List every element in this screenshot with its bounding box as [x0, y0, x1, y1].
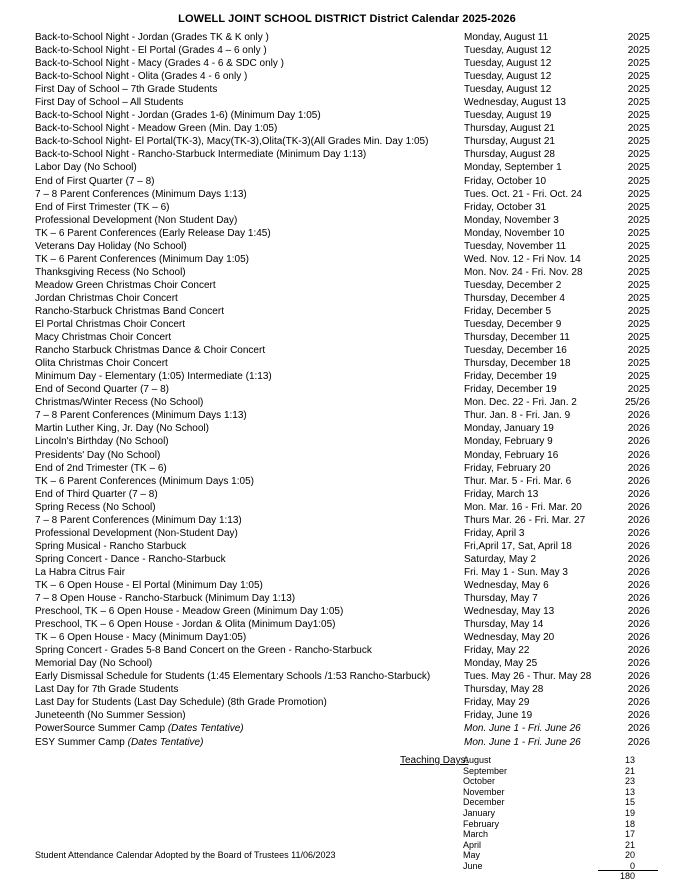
- calendar-row: [35, 422, 650, 435]
- teaching-days-row: [463, 840, 635, 851]
- event-name: Back-to-School Night - Jordan (Grades TK & K only ): [35, 32, 269, 43]
- event-date: Mon. Dec. 22 - Fri. Jan. 2: [464, 397, 577, 409]
- event-name: Christmas/Winter Recess (No School): [35, 397, 204, 409]
- calendar-row: [35, 357, 650, 370]
- event-name: 7 – 8 Parent Conferences (Minimum Days 1:13): [35, 410, 247, 422]
- event-date: Monday, November 10: [464, 227, 565, 239]
- calendar-row: [35, 188, 650, 201]
- event-year: 25/26: [624, 397, 650, 409]
- event-name: Last Day for 7th Grade Students: [35, 684, 179, 696]
- event-date: Tuesday, December 2: [464, 279, 562, 291]
- event-name: El Portal Christmas Choir Concert: [35, 319, 186, 331]
- event-name: Back-to-School Night - Rancho-Starbuck Intermediate (Minimum Day 1:13): [35, 149, 367, 161]
- calendar-row: [35, 96, 650, 109]
- event-date: Tuesday, August 19: [464, 110, 552, 122]
- calendar-row: [35, 501, 650, 514]
- calendar-row: [35, 109, 650, 122]
- event-year: 2025: [627, 84, 650, 96]
- event-year: 2026: [627, 462, 650, 474]
- event-date: Friday, October 10: [464, 175, 547, 187]
- month-days: 17: [624, 829, 635, 840]
- event-date: Mon. June 1 - Fri. June 26: [464, 736, 581, 748]
- month-name: March: [463, 829, 489, 840]
- event-year: 2025: [627, 279, 650, 291]
- teaching-days-row: [463, 755, 635, 766]
- calendar-row: [35, 266, 650, 279]
- calendar-row: [35, 514, 650, 527]
- event-year: 2026: [627, 540, 650, 552]
- month-name: April: [463, 839, 482, 850]
- teaching-days-total: 180: [619, 871, 635, 881]
- event-name: End of Third Quarter (7 – 8): [35, 488, 158, 500]
- calendar-row: [35, 122, 650, 135]
- event-date: Mon. Mar. 16 - Fri. Mar. 20: [464, 501, 582, 513]
- event-year: 2025: [627, 240, 650, 252]
- teaching-days-row: [463, 819, 635, 830]
- month-days: 18: [624, 818, 635, 829]
- event-name: Back-to-School Night - El Portal (Grades 4 – 6 only ): [35, 45, 267, 57]
- event-date: Tuesday, December 9: [464, 319, 562, 331]
- event-name: Professional Development (Non-Student Day): [35, 527, 238, 539]
- teaching-days-label: Teaching Days:: [400, 755, 469, 766]
- calendar-row: [35, 57, 650, 70]
- event-year: 2026: [627, 501, 650, 513]
- event-year: 2026: [627, 514, 650, 526]
- event-name: Jordan Christmas Choir Concert: [35, 292, 178, 304]
- adoption-note: Student Attendance Calendar Adopted by the Board of Trustees 11/06/2023: [35, 850, 336, 860]
- event-name: End of 2nd Trimester (TK – 6): [35, 462, 167, 474]
- teaching-days-table: [463, 755, 635, 872]
- event-date: Tuesday, August 12: [464, 58, 552, 70]
- event-year: 2026: [627, 449, 650, 461]
- event-name: Spring Musical - Rancho Starbuck: [35, 540, 187, 552]
- event-year: 2026: [627, 658, 650, 670]
- month-days: 0: [629, 860, 635, 871]
- event-year: 2025: [627, 332, 650, 344]
- event-name: Spring Recess (No School): [35, 501, 156, 513]
- calendar-row: [35, 566, 650, 579]
- event-name: Preschool, TK – 6 Open House - Jordan & Olita (Minimum Day1:05): [35, 619, 336, 631]
- event-name: Back-to-School Night - Jordan (Grades 1-6) (Minimum Day 1:05): [35, 110, 321, 122]
- event-year: 2025: [627, 358, 650, 370]
- event-name: Rancho-Starbuck Christmas Band Concert: [35, 305, 224, 317]
- event-name: First Day of School – All Students: [35, 97, 184, 109]
- month-days: 20: [624, 850, 635, 861]
- event-name: Lincoln's Birthday (No School): [35, 436, 169, 448]
- teaching-days-row: [463, 808, 635, 819]
- event-name: ESY Summer Camp (Dates Tentative): [35, 736, 204, 748]
- event-date: Monday, August 11: [464, 32, 549, 43]
- event-name: TK – 6 Parent Conferences (Minimum Days 1:05): [35, 475, 254, 487]
- event-date: Friday, December 5: [464, 305, 552, 317]
- calendar-row: [35, 201, 650, 214]
- calendar-row: [35, 292, 650, 305]
- event-date: Thursday, May 7: [464, 593, 538, 605]
- teaching-days-row: [463, 797, 635, 808]
- event-name: End of First Trimester (TK – 6): [35, 201, 170, 213]
- calendar-row: [35, 736, 650, 749]
- event-name: 7 – 8 Parent Conferences (Minimum Days 1:13): [35, 188, 247, 200]
- event-year: 2026: [627, 632, 650, 644]
- event-date: Thur. Jan. 8 - Fri. Jan. 9: [464, 410, 571, 422]
- event-year: 2026: [627, 710, 650, 722]
- event-year: 2026: [627, 671, 650, 683]
- calendar-row: [35, 135, 650, 148]
- calendar-row: [35, 449, 650, 462]
- event-name: TK – 6 Open House - El Portal (Minimum Day 1:05): [35, 579, 263, 591]
- calendar-row: [35, 435, 650, 448]
- calendar-row: [35, 305, 650, 318]
- month-name: May: [463, 850, 481, 861]
- month-days: 13: [624, 755, 635, 765]
- calendar-row: [35, 462, 650, 475]
- event-date: Friday, June 19: [464, 710, 533, 722]
- calendar-row: [35, 214, 650, 227]
- event-year: 2025: [627, 305, 650, 317]
- event-date: Thursday, August 21: [464, 123, 555, 135]
- month-days: 21: [624, 765, 635, 776]
- event-name: Early Dismissal Schedule for Students (1:45 Elementary Schools /1:53 Rancho-Starbuck): [35, 671, 431, 683]
- event-year: 2026: [627, 410, 650, 422]
- month-name: February: [463, 818, 500, 829]
- calendar-row: [35, 553, 650, 566]
- event-note: (Dates Tentative): [167, 723, 244, 735]
- calendar-row: [35, 344, 650, 357]
- event-date: Wednesday, May 6: [464, 579, 549, 591]
- teaching-days-row: [463, 787, 635, 798]
- event-year: 2025: [627, 45, 650, 57]
- event-year: 2026: [627, 553, 650, 565]
- calendar-row: [35, 227, 650, 240]
- event-year: 2025: [627, 58, 650, 70]
- event-date: Monday, February 16: [464, 449, 559, 461]
- event-name: TK – 6 Parent Conferences (Minimum Day 1:05): [35, 253, 249, 265]
- event-year: 2025: [627, 123, 650, 135]
- calendar-row: [35, 383, 650, 396]
- event-date: Thur. Mar. 5 - Fri. Mar. 6: [464, 475, 572, 487]
- event-year: 2026: [627, 645, 650, 657]
- event-date: Tuesday, August 12: [464, 71, 552, 83]
- calendar-row: [35, 279, 650, 292]
- teaching-days-row: [463, 829, 635, 840]
- calendar-row: [35, 579, 650, 592]
- teaching-days-row: [463, 766, 635, 777]
- event-year: 2025: [627, 71, 650, 83]
- event-date: Thursday, May 14: [464, 619, 544, 631]
- calendar-row: [35, 657, 650, 670]
- month-days: 21: [624, 839, 635, 850]
- event-date: Fri. May 1 - Sun. May 3: [464, 566, 568, 578]
- event-year: 2025: [627, 319, 650, 331]
- event-year: 2026: [627, 566, 650, 578]
- event-year: 2026: [627, 475, 650, 487]
- calendar-row: [35, 592, 650, 605]
- event-date: Thursday, August 21: [464, 136, 555, 148]
- teaching-days-row: [463, 776, 635, 787]
- event-name: 7 – 8 Open House - Rancho-Starbuck (Minimum Day 1:13): [35, 593, 296, 605]
- event-year: 2026: [627, 684, 650, 696]
- month-name: January: [463, 807, 496, 818]
- calendar-row: [35, 670, 650, 683]
- month-name: December: [463, 797, 505, 808]
- event-year: 2025: [627, 384, 650, 396]
- event-date: Mon. Nov. 24 - Fri. Nov. 28: [464, 266, 583, 278]
- calendar-row: [35, 318, 650, 331]
- event-date: Friday, December 19: [464, 371, 557, 383]
- event-date: Fri,April 17, Sat, April 18: [464, 540, 572, 552]
- event-date: Tuesday, December 16: [464, 345, 567, 357]
- event-year: 2025: [627, 149, 650, 161]
- teaching-days-row: [463, 850, 635, 861]
- event-year: 2026: [627, 527, 650, 539]
- event-date: Monday, September 1: [464, 162, 562, 174]
- event-year: 2026: [627, 423, 650, 435]
- event-date: Monday, January 19: [464, 423, 554, 435]
- month-days: 15: [624, 797, 635, 808]
- event-date: Monday, November 3: [464, 214, 559, 226]
- event-name: Preschool, TK – 6 Open House - Meadow Green (Minimum Day 1:05): [35, 606, 344, 618]
- month-days: 23: [624, 776, 635, 787]
- event-date: Friday, December 19: [464, 384, 557, 396]
- event-name: Labor Day (No School): [35, 162, 137, 174]
- event-name: Back-to-School Night - Macy (Grades 4 - 6 & SDC only ): [35, 58, 284, 70]
- event-year: 2026: [627, 606, 650, 618]
- event-date: Wednesday, August 13: [464, 97, 566, 109]
- calendar-row: [35, 331, 650, 344]
- calendar-row: [35, 709, 650, 722]
- event-date: Thurs Mar. 26 - Fri. Mar. 27: [464, 514, 586, 526]
- event-year: 2025: [627, 201, 650, 213]
- calendar-row: [35, 175, 650, 188]
- calendar-row: [35, 722, 650, 735]
- calendar-row: [35, 396, 650, 409]
- event-name: Memorial Day (No School): [35, 658, 153, 670]
- event-date: Friday, March 13: [464, 488, 539, 500]
- calendar-row: [35, 148, 650, 161]
- event-date: Thursday, December 4: [464, 292, 565, 304]
- event-year: 2026: [627, 579, 650, 591]
- event-year: 2026: [627, 593, 650, 605]
- calendar-row: [35, 240, 650, 253]
- event-name: 7 – 8 Parent Conferences (Minimum Day 1:13): [35, 514, 242, 526]
- event-year: 2025: [627, 227, 650, 239]
- event-date: Tuesday, August 12: [464, 45, 552, 57]
- event-name: Back-to-School Night - Olita (Grades 4 - 6 only ): [35, 71, 248, 83]
- event-year: 2025: [627, 292, 650, 304]
- event-date: Wednesday, May 20: [464, 632, 555, 644]
- event-date: Thursday, December 11: [464, 332, 570, 344]
- event-name: Presidents' Day (No School): [35, 449, 161, 461]
- event-year: 2026: [627, 436, 650, 448]
- calendar-row: [35, 370, 650, 383]
- document-title: LOWELL JOINT SCHOOL DISTRICT District Calendar 2025-2026: [178, 13, 516, 25]
- event-year: 2025: [627, 97, 650, 109]
- calendar-row: [35, 605, 650, 618]
- event-name: End of Second Quarter (7 – 8): [35, 384, 169, 396]
- month-name: August: [463, 755, 492, 765]
- event-name: First Day of School – 7th Grade Students: [35, 84, 218, 96]
- event-name: Thanksgiving Recess (No School): [35, 266, 186, 278]
- month-name: October: [463, 776, 496, 787]
- event-name: PowerSource Summer Camp (Dates Tentative): [35, 723, 244, 735]
- event-year: 2025: [627, 345, 650, 357]
- event-year: 2026: [627, 736, 650, 748]
- calendar-row: [35, 527, 650, 540]
- event-name: Martin Luther King, Jr. Day (No School): [35, 423, 209, 435]
- event-year: 2026: [627, 488, 650, 500]
- event-year: 2025: [627, 188, 650, 200]
- event-year: 2025: [627, 371, 650, 383]
- calendar-row: [35, 70, 650, 83]
- calendar-row: [35, 83, 650, 96]
- event-name: Rancho Starbuck Christmas Dance & Choir Concert: [35, 345, 266, 357]
- calendar-row: [35, 696, 650, 709]
- event-date: Wed. Nov. 12 - Fri Nov. 14: [464, 253, 581, 265]
- event-date: Wednesday, May 13: [464, 606, 555, 618]
- calendar-row: [35, 31, 650, 44]
- event-name: Back-to-School Night - Meadow Green (Min. Day 1:05): [35, 123, 278, 135]
- event-date: Tues. Oct. 21 - Fri. Oct. 24: [464, 188, 582, 200]
- event-year: 2025: [627, 162, 650, 174]
- month-days: 19: [624, 807, 635, 818]
- event-name: Veterans Day Holiday (No School): [35, 240, 187, 252]
- event-year: 2026: [627, 619, 650, 631]
- calendar-row: [35, 488, 650, 501]
- event-name: Spring Concert - Dance - Rancho-Starbuck: [35, 553, 226, 565]
- event-year: 2026: [627, 723, 650, 735]
- event-date: Saturday, May 2: [464, 553, 537, 565]
- event-year: 2025: [627, 175, 650, 187]
- calendar-row: [35, 409, 650, 422]
- calendar-row: [35, 683, 650, 696]
- event-name: Olita Christmas Choir Concert: [35, 358, 168, 370]
- event-date: Friday, May 29: [464, 697, 530, 709]
- event-name: Spring Concert - Grades 5-8 Band Concert on the Green - Rancho-Starbuck: [35, 645, 372, 657]
- month-name: June: [463, 860, 483, 871]
- event-name: Macy Christmas Choir Concert: [35, 332, 172, 344]
- event-date: Mon. June 1 - Fri. June 26: [464, 723, 581, 735]
- event-date: Friday, May 22: [464, 645, 530, 657]
- event-date: Monday, May 25: [464, 658, 538, 670]
- event-name: Minimum Day - Elementary (1:05) Intermediate (1:13): [35, 371, 272, 383]
- event-date: Friday, October 31: [464, 201, 547, 213]
- event-date: Friday, February 20: [464, 462, 551, 474]
- event-date: Monday, February 9: [464, 436, 553, 448]
- calendar-row: [35, 644, 650, 657]
- calendar-row: [35, 618, 650, 631]
- event-name: Last Day for Students (Last Day Schedule) (8th Grade Promotion): [35, 697, 327, 709]
- event-year: 2026: [627, 697, 650, 709]
- event-year: 2025: [627, 136, 650, 148]
- month-name: September: [463, 765, 508, 776]
- event-date: Tuesday, November 11: [464, 240, 567, 252]
- event-date: Thursday, May 28: [464, 684, 544, 696]
- event-date: Thursday, August 28: [464, 149, 555, 161]
- event-name: Juneteenth (No Summer Session): [35, 710, 186, 722]
- event-note: (Dates Tentative): [127, 736, 204, 748]
- event-date: Friday, April 3: [464, 527, 525, 539]
- events-table: [35, 31, 650, 749]
- month-days: 13: [624, 786, 635, 797]
- event-date: Thursday, December 18: [464, 358, 571, 370]
- event-name: End of First Quarter (7 – 8): [35, 175, 155, 187]
- calendar-row: [35, 475, 650, 488]
- calendar-row: [35, 631, 650, 644]
- event-name: Back-to-School Night- El Portal(TK-3), Macy(TK-3),Olita(TK-3)(All Grades Min. Day 1:05): [35, 136, 429, 148]
- event-name: Meadow Green Christmas Choir Concert: [35, 279, 216, 291]
- event-date: Tuesday, August 12: [464, 84, 552, 96]
- month-name: November: [463, 786, 505, 797]
- event-name: La Habra Citrus Fair: [35, 566, 126, 578]
- calendar-row: [35, 253, 650, 266]
- calendar-row: [35, 540, 650, 553]
- calendar-row: [35, 161, 650, 174]
- calendar-row: [35, 44, 650, 57]
- event-year: 2025: [627, 253, 650, 265]
- event-name: Professional Development (Non Student Day): [35, 214, 238, 226]
- event-date: Tues. May 26 - Thur. May 28: [464, 671, 592, 683]
- event-year: 2025: [627, 32, 650, 43]
- event-name: TK – 6 Open House - Macy (Minimum Day1:05): [35, 632, 247, 644]
- event-year: 2025: [627, 266, 650, 278]
- event-name: TK – 6 Parent Conferences (Early Release Day 1:45): [35, 227, 271, 239]
- event-year: 2025: [627, 214, 650, 226]
- event-year: 2025: [627, 110, 650, 122]
